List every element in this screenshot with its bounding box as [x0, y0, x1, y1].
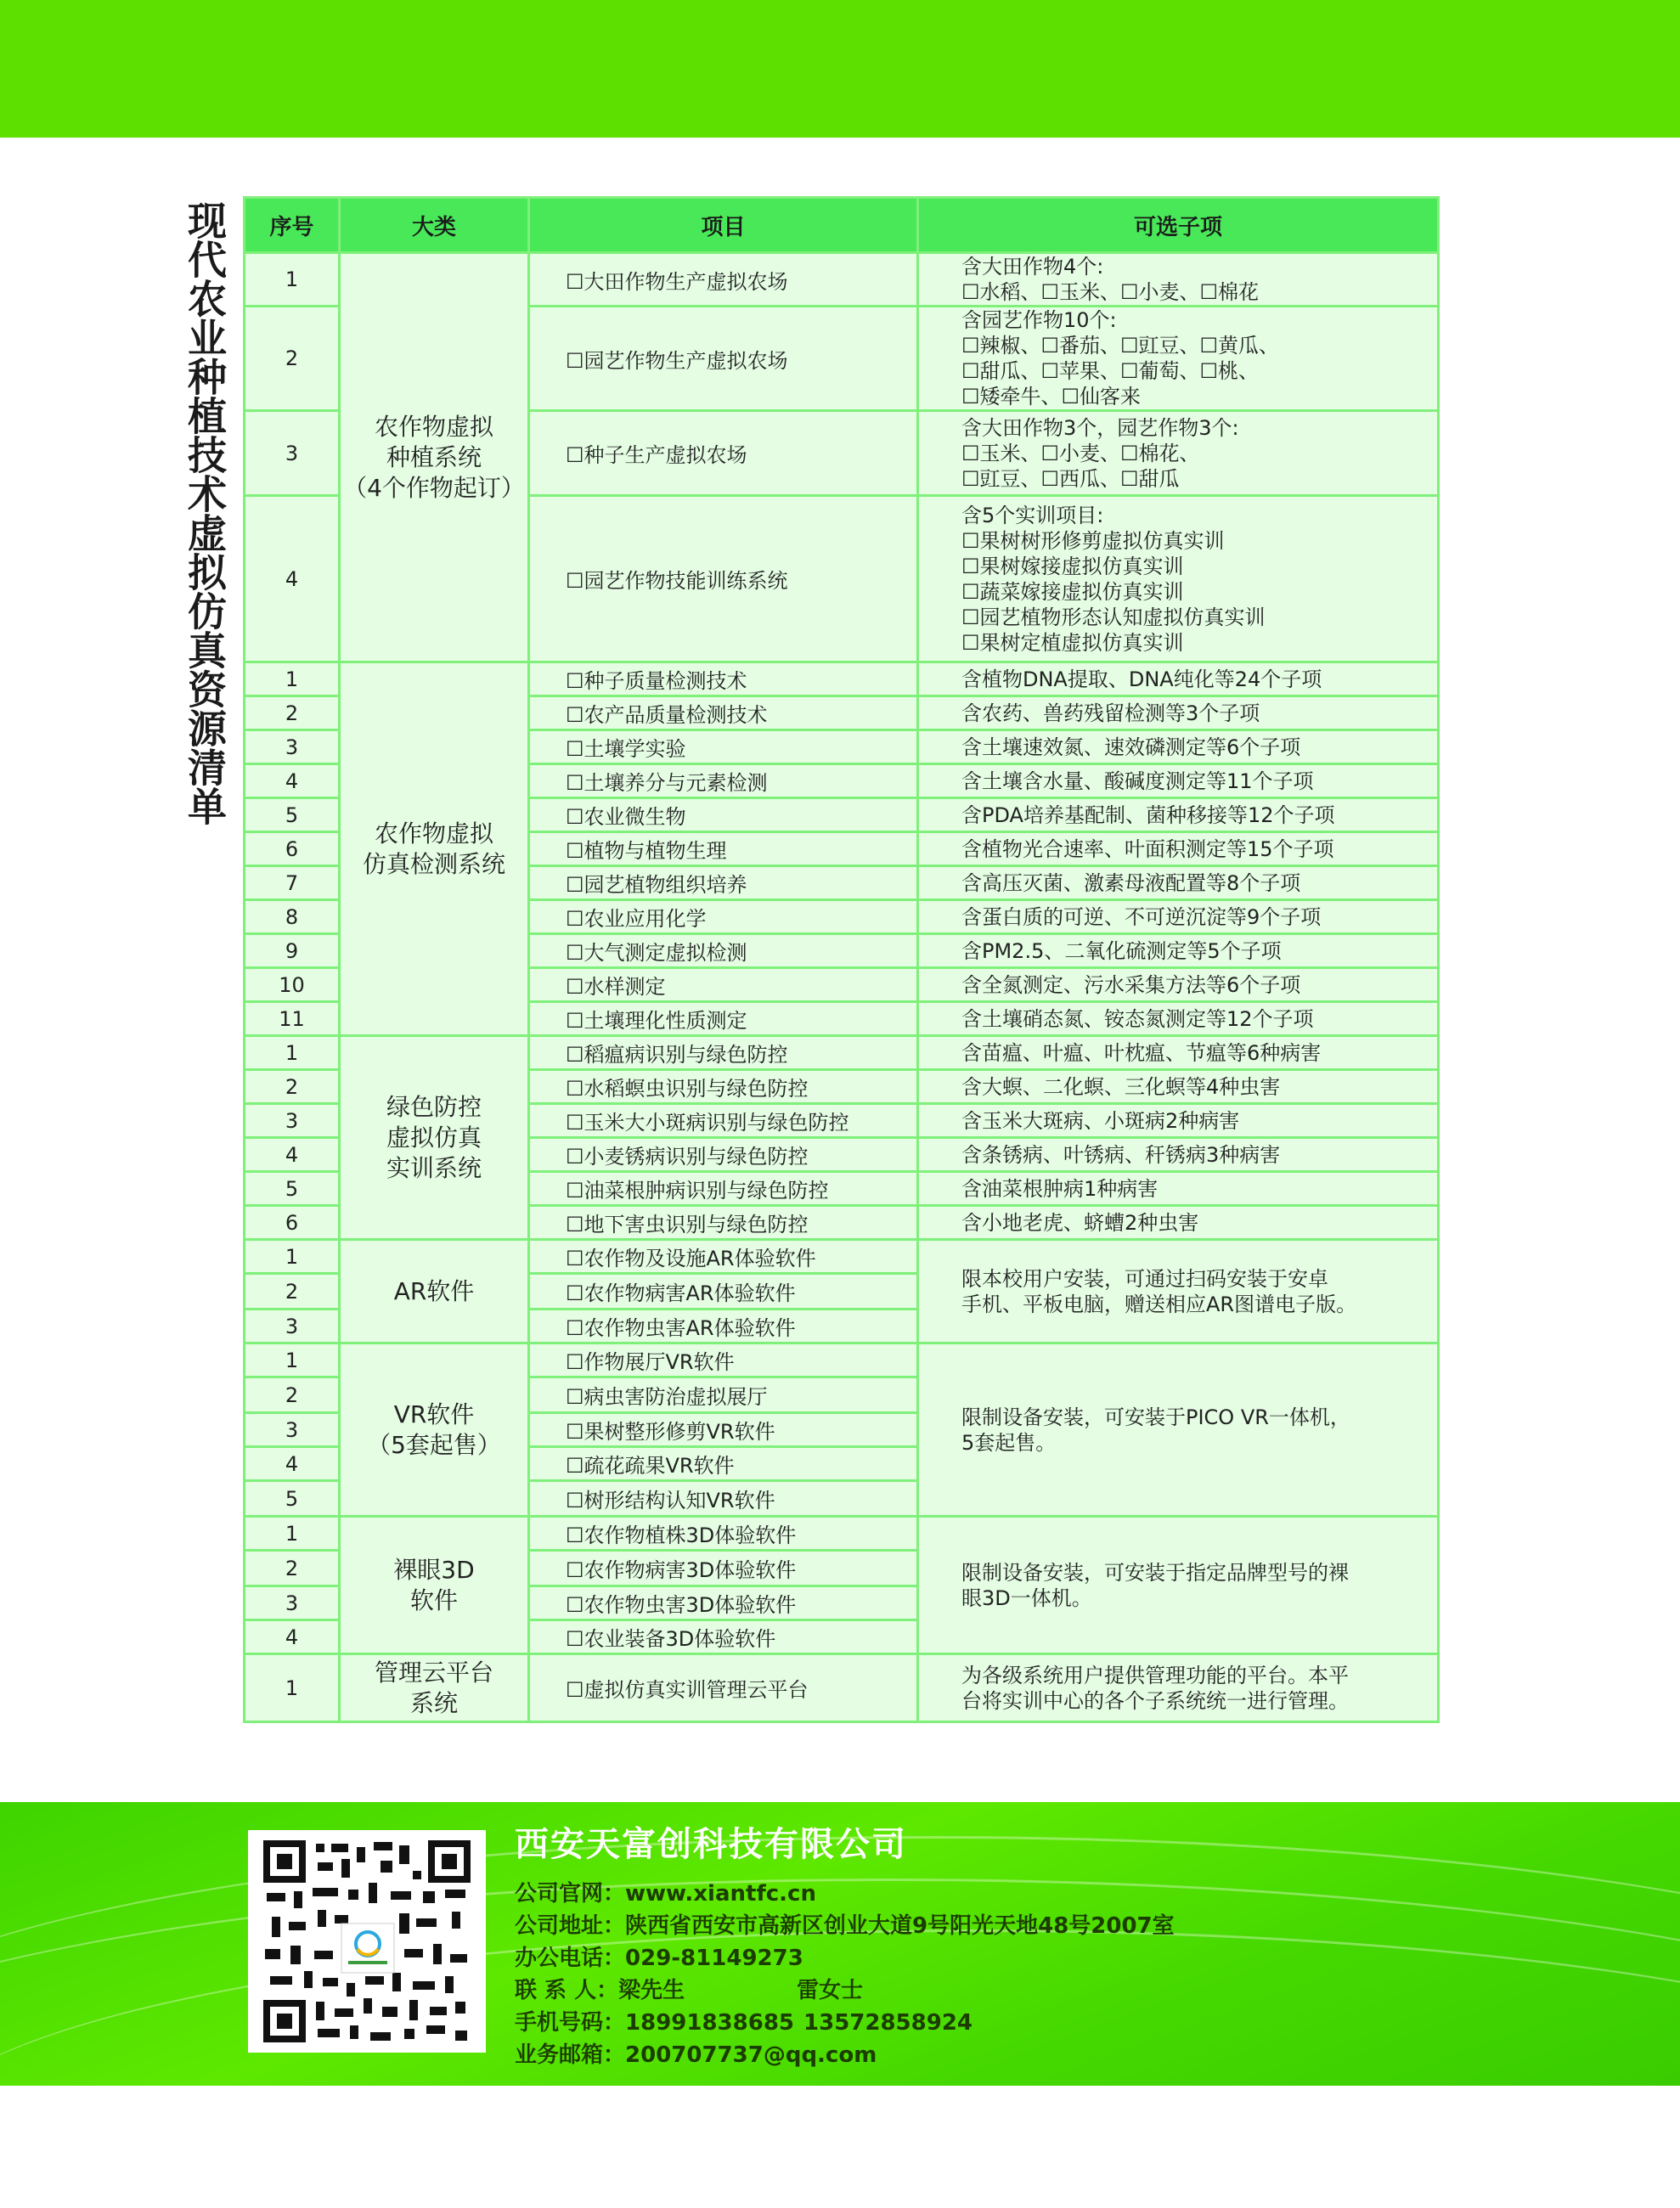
option-line: 含大螟、二化螟、三化螟等4种虫害 — [961, 1074, 1281, 1099]
category-cell — [340, 1654, 529, 1722]
options-cell — [918, 764, 1439, 798]
address-label: 公司地址： — [515, 1913, 626, 1939]
item-checkbox-label[interactable]: ☐疏花疏果VR软件 — [529, 1447, 918, 1481]
item-checkbox-label[interactable]: ☐土壤养分与元素检测 — [529, 764, 918, 798]
row-number: 1 — [245, 1240, 340, 1274]
item-checkbox-label[interactable]: ☐农产品质量检测技术 — [529, 696, 918, 730]
header-no: 序号 — [245, 198, 340, 253]
option-line: ☐玉米、☐小麦、☐棉花、 — [961, 441, 1200, 465]
category-cell — [340, 1240, 529, 1343]
company-info — [515, 1817, 1175, 2071]
category-line: 软件 — [409, 1586, 458, 1614]
option-line: 为各级系统用户提供管理功能的平台。本平 — [961, 1663, 1349, 1687]
item-checkbox-label[interactable]: ☐土壤理化性质测定 — [529, 1002, 918, 1036]
row-number: 5 — [245, 798, 340, 832]
option-line: 含5个实训项目: — [961, 503, 1104, 527]
website-label: 公司官网： — [515, 1881, 626, 1907]
address-line — [515, 1910, 1175, 1942]
category-line: 实训系统 — [386, 1153, 482, 1182]
item-checkbox-label[interactable]: ☐植物与植物生理 — [529, 832, 918, 866]
header-category: 大类 — [340, 198, 529, 253]
option-line: 限本校用户安装，可通过扫码安装于安卓 — [961, 1266, 1328, 1291]
resource-table-wrapper — [243, 196, 1437, 1723]
options-cell — [918, 866, 1439, 900]
table-row — [245, 1343, 1439, 1377]
row-number: 2 — [245, 1274, 340, 1310]
category-cell — [340, 662, 529, 1036]
table-row — [245, 1517, 1439, 1551]
options-cell — [918, 1070, 1439, 1104]
options-cell — [918, 900, 1439, 934]
category-cell — [340, 1036, 529, 1240]
option-line: ☐蔬菜嫁接虚拟仿真实训 — [961, 579, 1184, 604]
item-checkbox-label[interactable]: ☐稻瘟病识别与绿色防控 — [529, 1036, 918, 1070]
row-number: 1 — [245, 253, 340, 307]
options-cell — [918, 1240, 1439, 1343]
option-line: 含PDA培养基配制、菌种移接等12个子项 — [961, 803, 1335, 827]
options-cell — [918, 1517, 1439, 1654]
options-cell — [918, 1138, 1439, 1172]
options-cell — [918, 1206, 1439, 1240]
option-line: 含土壤硝态氮、铵态氮测定等12个子项 — [961, 1006, 1314, 1031]
option-line: 含玉米大斑病、小斑病2种病害 — [961, 1108, 1240, 1133]
row-number: 4 — [245, 1447, 340, 1481]
options-cell — [918, 1172, 1439, 1206]
option-line: 含土壤速效氮、速效磷测定等6个子项 — [961, 735, 1301, 759]
category-line: 农作物虚拟 — [374, 412, 493, 441]
row-number: 6 — [245, 832, 340, 866]
item-checkbox-label[interactable]: ☐农业应用化学 — [529, 900, 918, 934]
item-checkbox-label[interactable]: ☐农作物病害3D体验软件 — [529, 1551, 918, 1586]
category-cell — [340, 1343, 529, 1517]
header-item: 项目 — [529, 198, 918, 253]
website-line — [515, 1878, 1175, 1910]
option-line: 限制设备安装，可安装于PICO VR一体机， — [961, 1405, 1350, 1429]
row-number: 2 — [245, 1070, 340, 1104]
options-cell — [918, 1654, 1439, 1722]
item-checkbox-label[interactable]: ☐种子质量检测技术 — [529, 662, 918, 696]
item-checkbox-label[interactable]: ☐农作物及设施AR体验软件 — [529, 1240, 918, 1274]
option-line: ☐矮牵牛、☐仙客来 — [961, 385, 1142, 408]
qr-code-icon — [263, 1840, 471, 2042]
option-line: 眼3D一体机。 — [961, 1586, 1092, 1610]
option-line: ☐园艺植物形态认知虚拟仿真实训 — [961, 605, 1266, 629]
item-checkbox-label[interactable]: ☐作物展厅VR软件 — [529, 1343, 918, 1377]
row-number: 2 — [245, 307, 340, 411]
option-line: 手机、平板电脑，赠送相应AR图谱电子版。 — [961, 1292, 1357, 1316]
item-checkbox-label[interactable]: ☐农作物植株3D体验软件 — [529, 1517, 918, 1551]
category-line: （5套起售） — [367, 1430, 501, 1459]
options-cell — [918, 662, 1439, 696]
company-name: 西安天富创科技有限公司 — [515, 1825, 907, 1864]
table-row — [245, 253, 1439, 307]
option-line: ☐豇豆、☐西瓜、☐甜瓜 — [961, 466, 1180, 491]
row-number: 6 — [245, 1206, 340, 1240]
options-cell — [918, 934, 1439, 968]
option-line: ☐辣椒、☐番茄、☐豇豆、☐黄瓜、 — [961, 334, 1280, 358]
phone-line — [515, 1942, 1175, 1974]
row-number: 1 — [245, 1343, 340, 1377]
email-link[interactable]: 200707737@qq.com — [625, 2042, 877, 2068]
option-line: 含条锈病、叶锈病、秆锈病3种病害 — [961, 1142, 1281, 1167]
item-checkbox-label[interactable]: ☐虚拟仿真实训管理云平台 — [529, 1654, 918, 1722]
category-line: 仿真检测系统 — [362, 849, 505, 878]
row-number: 3 — [245, 411, 340, 496]
option-line: ☐果树定植虚拟仿真实训 — [961, 630, 1184, 655]
item-checkbox-label[interactable]: ☐油菜根肿病识别与绿色防控 — [529, 1172, 918, 1206]
options-cell — [918, 307, 1439, 411]
category-line: 系统 — [409, 1688, 458, 1717]
category-line: 虚拟仿真 — [386, 1123, 482, 1152]
item-checkbox-label[interactable]: ☐果树整形修剪VR软件 — [529, 1413, 918, 1447]
row-number: 3 — [245, 1586, 340, 1620]
options-cell — [918, 798, 1439, 832]
row-number: 1 — [245, 662, 340, 696]
qr-code — [248, 1830, 486, 2053]
row-number: 2 — [245, 1377, 340, 1413]
row-number: 3 — [245, 1310, 340, 1343]
row-number: 4 — [245, 496, 340, 662]
option-line: ☐甜瓜、☐苹果、☐葡萄、☐桃、 — [961, 359, 1260, 383]
row-number: 2 — [245, 1551, 340, 1586]
category-line: （4个作物起订） — [343, 473, 525, 502]
resource-table — [243, 196, 1440, 1723]
options-cell — [918, 696, 1439, 730]
item-checkbox-label[interactable]: ☐水样测定 — [529, 968, 918, 1002]
phone-label: 办公电话： — [515, 1946, 626, 1971]
item-checkbox-label[interactable]: ☐种子生产虚拟农场 — [529, 411, 918, 496]
options-cell — [918, 411, 1439, 496]
item-checkbox-label[interactable]: ☐农作物虫害AR体验软件 — [529, 1310, 918, 1343]
item-checkbox-label[interactable]: ☐大气测定虚拟检测 — [529, 934, 918, 968]
website-link[interactable]: www.xiantfc.cn — [625, 1881, 816, 1907]
option-line: 含PM2.5、二氧化硫测定等5个子项 — [961, 938, 1282, 963]
option-line: 含大田作物3个，园艺作物3个: — [961, 415, 1239, 440]
option-line: 含农药、兽药残留检测等3个子项 — [961, 701, 1260, 725]
item-checkbox-label[interactable]: ☐园艺作物技能训练系统 — [529, 496, 918, 662]
contact-1: 梁先生 — [618, 1978, 685, 2003]
item-checkbox-label[interactable]: ☐园艺作物生产虚拟农场 — [529, 307, 918, 411]
option-line: 含植物光合速率、叶面积测定等15个子项 — [961, 836, 1334, 861]
category-line: 管理云平台 — [374, 1658, 493, 1687]
item-checkbox-label[interactable]: ☐玉米大小斑病识别与绿色防控 — [529, 1104, 918, 1138]
contact-label: 联 系 人： — [515, 1978, 619, 2003]
mobile-1: 18991838685 — [625, 2010, 795, 2036]
options-cell — [918, 1036, 1439, 1070]
top-color-band — [0, 0, 1680, 138]
item-checkbox-label[interactable]: ☐土壤学实验 — [529, 730, 918, 764]
options-cell — [918, 832, 1439, 866]
options-cell — [918, 1002, 1439, 1036]
option-line: 含苗瘟、叶瘟、叶枕瘟、节瘟等6种病害 — [961, 1040, 1322, 1065]
contact-line — [515, 1974, 1175, 2007]
page-title: 现代农业种植技术虚拟仿真资源清单 — [182, 200, 228, 825]
option-line: 含油菜根肿病1种病害 — [961, 1176, 1159, 1201]
option-line: 含植物DNA提取、DNA纯化等24个子项 — [961, 667, 1322, 691]
item-checkbox-label[interactable]: ☐农业装备3D体验软件 — [529, 1620, 918, 1654]
row-number: 10 — [245, 968, 340, 1002]
item-checkbox-label[interactable]: ☐树形结构认知VR软件 — [529, 1481, 918, 1517]
options-cell — [918, 1104, 1439, 1138]
option-line: 含大田作物4个: — [961, 255, 1104, 279]
options-cell — [918, 253, 1439, 307]
item-checkbox-label[interactable]: ☐大田作物生产虚拟农场 — [529, 253, 918, 307]
item-checkbox-label[interactable]: ☐病虫害防治虚拟展厅 — [529, 1377, 918, 1413]
option-line: 含高压灭菌、激素母液配置等8个子项 — [961, 870, 1301, 895]
row-number: 3 — [245, 730, 340, 764]
row-number: 11 — [245, 1002, 340, 1036]
category-cell — [340, 253, 529, 662]
mobile-2: 13572858924 — [803, 2010, 973, 2036]
row-number: 5 — [245, 1481, 340, 1517]
item-checkbox-label[interactable]: ☐农作物病害AR体验软件 — [529, 1274, 918, 1310]
email-label: 业务邮箱： — [515, 2042, 626, 2068]
options-cell — [918, 496, 1439, 662]
mobile-label: 手机号码： — [515, 2010, 626, 2036]
item-checkbox-label[interactable]: ☐农作物虫害3D体验软件 — [529, 1586, 918, 1620]
row-number: 1 — [245, 1517, 340, 1551]
option-line: 含蛋白质的可逆、不可逆沉淀等9个子项 — [961, 904, 1322, 929]
row-number: 1 — [245, 1036, 340, 1070]
row-number: 2 — [245, 696, 340, 730]
mobile-line — [515, 2007, 1175, 2039]
option-line: 含土壤含水量、酸碱度测定等11个子项 — [961, 769, 1314, 793]
table-row — [245, 1036, 1439, 1070]
table-row — [245, 1654, 1439, 1722]
item-checkbox-label[interactable]: ☐园艺植物组织培养 — [529, 866, 918, 900]
table-row — [245, 662, 1439, 696]
category-line: 农作物虚拟 — [374, 819, 493, 848]
row-number: 1 — [245, 1654, 340, 1722]
option-line: 5套起售。 — [961, 1430, 1057, 1455]
header-options: 可选子项 — [918, 198, 1439, 253]
options-cell — [918, 730, 1439, 764]
option-line: 台将实训中心的各个子系统统一进行管理。 — [961, 1688, 1349, 1713]
option-line: ☐果树嫁接虚拟仿真实训 — [961, 554, 1184, 578]
item-checkbox-label[interactable]: ☐农业微生物 — [529, 798, 918, 832]
option-line: 含全氮测定、污水采集方法等6个子项 — [961, 972, 1301, 997]
row-number: 3 — [245, 1413, 340, 1447]
option-line: ☐水稻、☐玉米、☐小麦、☐棉花 — [961, 280, 1260, 304]
row-number: 8 — [245, 900, 340, 934]
category-line: 裸眼3D — [393, 1555, 475, 1584]
phone-value: 029-81149273 — [625, 1946, 803, 1971]
option-line: ☐果树树形修剪虚拟仿真实训 — [961, 528, 1225, 553]
row-number: 3 — [245, 1104, 340, 1138]
option-line: 限制设备安装，可安装于指定品牌型号的裸 — [961, 1560, 1349, 1585]
item-checkbox-label[interactable]: ☐小麦锈病识别与绿色防控 — [529, 1138, 918, 1172]
row-number: 9 — [245, 934, 340, 968]
contact-2: 雷女士 — [797, 1978, 864, 2003]
row-number: 4 — [245, 1620, 340, 1654]
item-checkbox-label[interactable]: ☐水稻螟虫识别与绿色防控 — [529, 1070, 918, 1104]
item-checkbox-label[interactable]: ☐地下害虫识别与绿色防控 — [529, 1206, 918, 1240]
table-header-row — [245, 198, 1439, 253]
category-line: 种植系统 — [386, 442, 482, 471]
options-cell — [918, 1343, 1439, 1517]
table-body — [245, 253, 1439, 1722]
row-number: 4 — [245, 1138, 340, 1172]
category-line: 绿色防控 — [386, 1092, 482, 1121]
address-value: 陕西省西安市高新区创业大道9号阳光天地48号2007室 — [625, 1913, 1175, 1939]
table-row — [245, 1240, 1439, 1274]
row-number: 5 — [245, 1172, 340, 1206]
category-line: VR软件 — [393, 1400, 475, 1428]
option-line: 含园艺作物10个: — [961, 308, 1117, 332]
options-cell — [918, 968, 1439, 1002]
category-line: AR软件 — [393, 1276, 475, 1305]
row-number: 4 — [245, 764, 340, 798]
category-cell — [340, 1517, 529, 1654]
row-number: 7 — [245, 866, 340, 900]
option-line: 含小地老虎、蛴螬2种虫害 — [961, 1210, 1199, 1235]
email-line — [515, 2039, 1175, 2071]
